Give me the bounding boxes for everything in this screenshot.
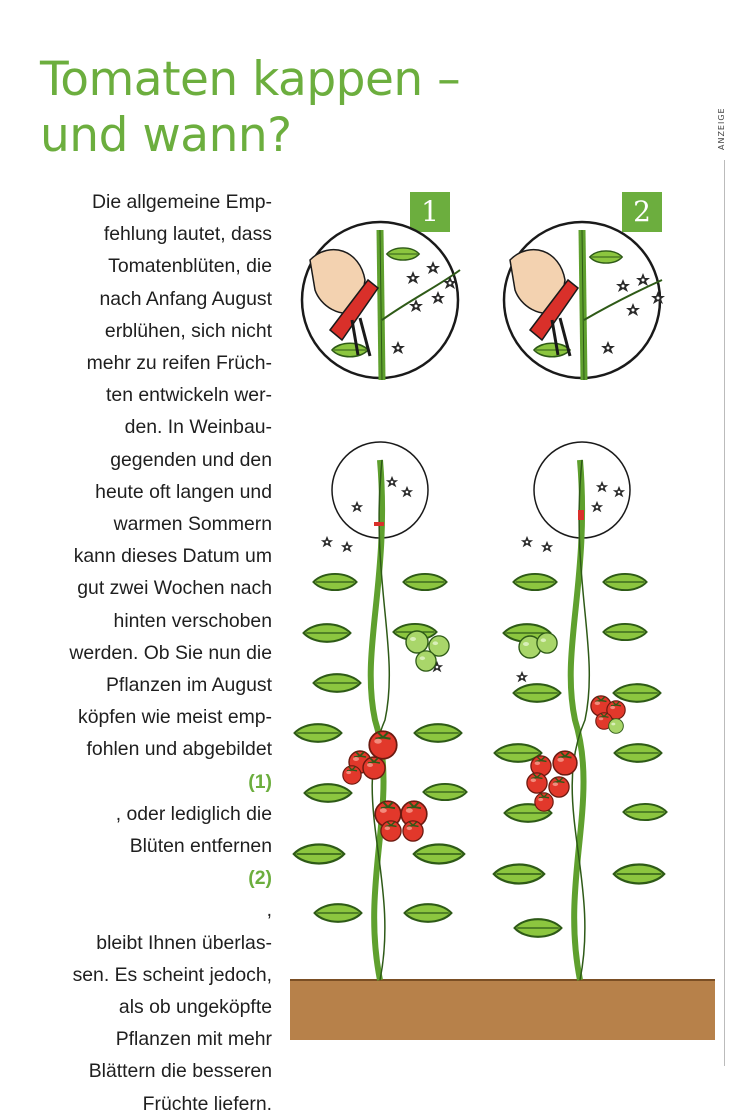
body-line: gut zwei Wochen nach — [77, 577, 272, 600]
body-line: Pflanzen im August — [106, 674, 272, 697]
body-line: Tomatenblüten, die — [108, 255, 272, 278]
body-line: Früchte liefern. — [142, 1092, 272, 1115]
body-line: ten entwickeln wer- — [106, 384, 272, 407]
body-line: Blättern die besseren — [88, 1060, 272, 1083]
body-line: warmen Sommern — [113, 513, 272, 536]
body-line: erblühen, sich nicht — [104, 319, 272, 342]
body-line: Blüten entfernen (2) , — [20, 830, 272, 927]
ad-label: ANZEIGE — [717, 107, 726, 150]
body-line: bleibt Ihnen überlas- — [96, 931, 272, 954]
body-line: fohlen und abgebildet — [86, 738, 272, 761]
figure-ref-1: (1) — [248, 770, 272, 793]
body-line: nach Anfang August — [99, 287, 272, 310]
side-divider — [724, 160, 725, 1066]
body-line: den. In Weinbau- — [124, 416, 272, 439]
badge-1: 1 — [410, 192, 450, 232]
body-line: Die allgemeine Emp- — [92, 191, 272, 213]
body-line: heute oft langen und — [95, 480, 272, 503]
body-line: werden. Ob Sie nun die — [69, 641, 272, 664]
body-line: als ob ungeköpfte — [118, 996, 272, 1019]
body-line: (1) , oder lediglich die — [20, 766, 272, 830]
soil — [290, 980, 715, 1040]
body-line: sen. Es scheint jedoch, — [72, 963, 272, 986]
title-line-1: Tomaten kappen – — [40, 52, 461, 107]
tomato-pruning-illustration — [290, 180, 720, 1040]
detail-circle-1 — [302, 222, 460, 380]
body-line: Pflanzen mit mehr — [115, 1028, 272, 1051]
body-line: köpfen wie meist emp- — [78, 706, 272, 729]
title-line-2: und wann? — [40, 108, 292, 163]
article-body — [20, 186, 272, 1120]
tomato-plant-1 — [294, 442, 467, 980]
body-line: mehr zu reifen Früch- — [86, 352, 272, 375]
body-line: fehlung lautet, dass — [103, 223, 272, 246]
figure-ref-2: (2) — [248, 867, 272, 890]
body-line: hinten verschoben — [113, 609, 272, 632]
page-title — [40, 52, 480, 164]
tomato-plant-2 — [494, 442, 667, 980]
body-line: kann dieses Datum um — [73, 545, 272, 568]
badge-2: 2 — [622, 192, 662, 232]
body-line: gegenden und den — [110, 448, 272, 471]
detail-circle-2 — [504, 222, 665, 380]
